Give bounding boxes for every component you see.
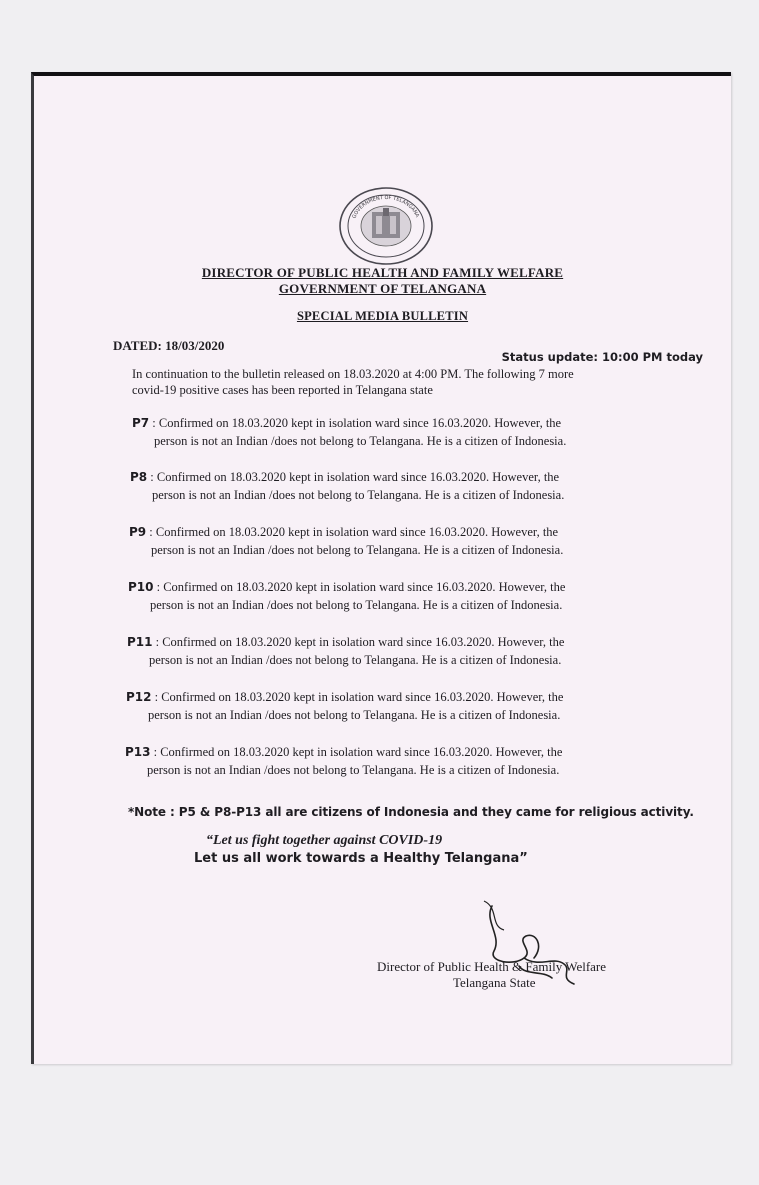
case-item: [126, 688, 706, 724]
case-line-2: person is not an Indian /does not belong to Telangana. He is a citizen of Indonesia.: [151, 543, 564, 557]
case-code: P9: [129, 525, 147, 539]
case-line-1: : Confirmed on 18.03.2020 kept in isolation ward since 16.03.2020. However, the: [147, 470, 560, 484]
case-code: P13: [125, 745, 151, 759]
note-text: *Note : P5 & P8-P13 all are citizens of Indonesia and they came for religious activity.: [128, 805, 694, 819]
case-code: P7: [132, 416, 150, 430]
case-line-2: person is not an Indian /does not belong to Telangana. He is a citizen of Indonesia.: [149, 653, 562, 667]
case-line-2: person is not an Indian /does not belong to Telangana. He is a citizen of Indonesia.: [152, 488, 565, 502]
signatory-state: Telangana State: [453, 975, 536, 990]
case-line-2: person is not an Indian /does not belong to Telangana. He is a citizen of Indonesia.: [154, 434, 567, 448]
state-emblem-seal-icon: [338, 186, 434, 266]
case-line-2: person is not an Indian /does not belong to Telangana. He is a citizen of Indonesia.: [150, 598, 563, 612]
case-item: [127, 633, 707, 669]
quote-line-2: Let us all work towards a Healthy Telangana”: [194, 851, 528, 866]
case-line-1: : Confirmed on 18.03.2020 kept in isolation ward since 16.03.2020. However, the: [146, 525, 559, 539]
case-line-2: person is not an Indian /does not belong to Telangana. He is a citizen of Indonesia.: [147, 763, 560, 777]
case-line-1: : Confirmed on 18.03.2020 kept in isolation ward since 16.03.2020. However, the: [150, 745, 563, 759]
case-item: [125, 743, 705, 779]
case-code: P10: [128, 580, 154, 594]
bulletin-page: [31, 72, 731, 1064]
signatory-title: Director of Public Health & Family Welfare: [377, 959, 607, 974]
case-line-1: : Confirmed on 18.03.2020 kept in isolation ward since 16.03.2020. However, the: [149, 416, 562, 430]
case-code: P11: [127, 635, 153, 649]
intro-line-1: In continuation to the bulletin released on 18.03.2020 at 4:00 PM. The following 7 more: [132, 367, 574, 381]
case-line-1: : Confirmed on 18.03.2020 kept in isolation ward since 16.03.2020. However, the: [153, 580, 566, 594]
header-government: GOVERNMENT OF TELANGANA: [278, 281, 487, 296]
bulletin-date: DATED: 18/03/2020: [113, 338, 225, 353]
header-department: DIRECTOR OF PUBLIC HEALTH AND FAMILY WELFARE: [201, 265, 564, 280]
case-item: [130, 468, 710, 504]
intro-paragraph: [132, 366, 712, 398]
case-code: P12: [126, 690, 152, 704]
case-item: [129, 523, 709, 559]
case-item: [132, 414, 712, 450]
case-line-1: : Confirmed on 18.03.2020 kept in isolation ward since 16.03.2020. However, the: [152, 635, 565, 649]
case-line-2: person is not an Indian /does not belong to Telangana. He is a citizen of Indonesia.: [148, 708, 561, 722]
quote-line-1: “Let us fight together against COVID-19: [206, 833, 443, 848]
bulletin-title: SPECIAL MEDIA BULLETIN: [296, 309, 469, 323]
intro-line-2: covid-19 positive cases has been reported in Telangana state: [132, 383, 433, 397]
seal-text: GOVERNMENT OF TELANGANA: [351, 194, 421, 220]
case-item: [128, 578, 708, 614]
case-code: P8: [130, 470, 148, 484]
status-update: Status update: 10:00 PM today: [501, 350, 703, 364]
case-line-1: : Confirmed on 18.03.2020 kept in isolation ward since 16.03.2020. However, the: [151, 690, 564, 704]
